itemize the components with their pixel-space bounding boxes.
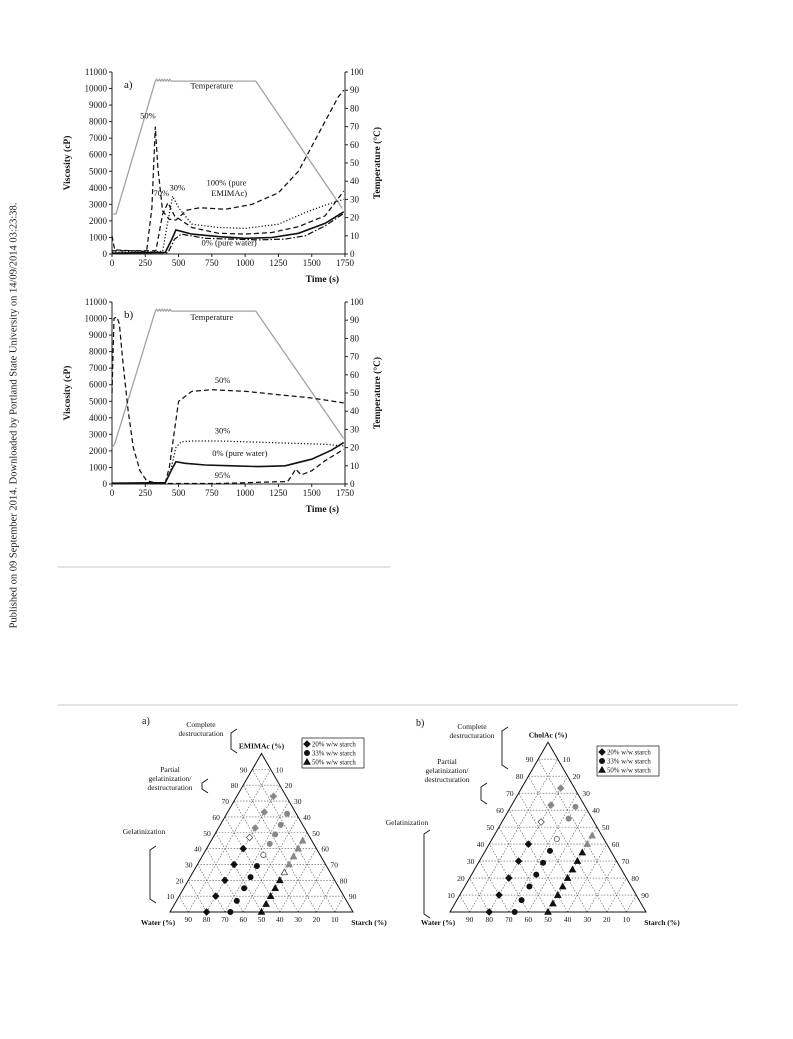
right-tick-label: 60 [611, 840, 620, 850]
data-point [286, 861, 292, 867]
y2-tick-label: 80 [350, 103, 359, 114]
x-tick-label: 1000 [236, 488, 255, 498]
y-tick-label: 3000 [89, 199, 107, 210]
data-point [519, 898, 524, 903]
legend-label: 20% w/w starch [607, 749, 651, 757]
region-label-complete: Complete [186, 720, 216, 729]
data-point [574, 858, 580, 864]
annotation-label: Temperature [190, 80, 234, 91]
annotation-label: 100% (pure [206, 177, 247, 188]
data-point [267, 841, 272, 846]
y2-tick-label: 30 [350, 424, 359, 435]
left-tick-label: 20 [175, 876, 184, 886]
data-point [272, 885, 278, 891]
bottom-tick-label: 20 [603, 915, 611, 924]
left-tick-label: 10 [447, 891, 455, 901]
data-point [589, 832, 595, 838]
bottom-tick-label: 20 [312, 915, 321, 924]
region-bracket [481, 783, 487, 804]
ternary-grid-line [479, 861, 508, 912]
right-tick-label: 90 [348, 892, 357, 902]
data-point [506, 875, 512, 881]
y2-tick-label: 20 [350, 442, 359, 453]
region-bracket [502, 727, 508, 769]
ternary-grid-line [587, 861, 616, 912]
data-point [569, 866, 575, 872]
data-point [527, 884, 532, 889]
left-tick-label: 50 [203, 828, 211, 838]
left-tick-label: 90 [525, 755, 534, 765]
region-label-complete: Complete [457, 722, 487, 731]
annotation-label: 0% (pure water) [201, 237, 257, 248]
region-label-partial: destructuration [147, 783, 193, 792]
right-tick-label: 90 [641, 891, 649, 901]
y-tick-label: 5000 [89, 396, 107, 407]
bottom-tick-label: 60 [524, 915, 533, 924]
y-axis-label: Viscosity (cP) [63, 135, 73, 191]
data-point [534, 872, 539, 877]
panel-label: b) [416, 718, 425, 729]
right-tick-label: 70 [621, 857, 630, 867]
data-point [554, 836, 559, 841]
left-tick-label: 10 [166, 892, 175, 902]
data-point [555, 892, 561, 898]
y-axis-label: Viscosity (cP) [63, 365, 73, 421]
right-tick-label: 70 [330, 860, 339, 870]
annotation-label: 30% [169, 182, 186, 193]
ternary-grid-line [225, 801, 289, 912]
data-point [252, 825, 258, 831]
legend-label: 50% w/w starch [607, 767, 651, 775]
x-tick-label: 1250 [269, 258, 288, 268]
right-tick-label: 30 [293, 797, 302, 807]
y-tick-label: 6000 [89, 149, 107, 160]
right-tick-label: 30 [582, 789, 590, 799]
right-tick-label: 20 [284, 781, 293, 791]
left-tick-label: 70 [506, 789, 514, 799]
right-tick-label: 50 [602, 823, 610, 833]
x-tick-label: 1750 [336, 258, 354, 268]
data-point [222, 877, 228, 883]
ternary-grid-line [519, 793, 588, 912]
bottom-tick-label: 40 [563, 915, 572, 924]
left-tick-label: 30 [466, 857, 475, 867]
x-tick-label: 500 [171, 488, 186, 498]
region-label-complete: destructuration [449, 731, 495, 740]
y-tick-label: 0 [102, 479, 107, 489]
left-tick-label: 30 [184, 860, 193, 870]
data-point [285, 811, 290, 816]
data-point [547, 848, 552, 853]
y-tick-label: 9000 [89, 330, 107, 341]
bottom-tick-label: 90 [184, 915, 193, 924]
right-tick-label: 40 [592, 806, 600, 816]
data-point [267, 893, 273, 899]
data-point [248, 875, 253, 880]
viscosity-chart-b [55, 290, 385, 522]
panel-label: b) [124, 309, 134, 321]
x-tick-label: 1750 [336, 488, 354, 498]
data-point [579, 849, 585, 855]
ternary-grid-line [234, 801, 298, 912]
x-tick-label: 0 [109, 258, 115, 268]
y-tick-label: 3000 [89, 429, 107, 440]
y-tick-label: 11000 [84, 297, 107, 307]
left-tick-label: 80 [230, 781, 239, 791]
x-tick-label: 1500 [302, 488, 321, 498]
left-axis-label: Water (%) [420, 918, 456, 927]
data-point [548, 802, 554, 808]
ternary-grid-line [509, 793, 578, 912]
x-tick-label: 0 [109, 488, 115, 498]
left-tick-label: 60 [212, 812, 220, 822]
y-tick-label: 10000 [84, 83, 107, 94]
data-point [512, 909, 517, 914]
top-axis-label: CholAc (%) [528, 730, 568, 740]
data-point [295, 845, 301, 851]
data-point [566, 816, 571, 821]
annotation-label: 50% [214, 375, 231, 386]
data-point [281, 869, 287, 875]
left-tick-label: 50 [486, 823, 494, 833]
y-tick-label: 7000 [89, 133, 107, 144]
ternary-grid-line [335, 896, 344, 912]
data-point [541, 860, 546, 865]
divider-middle [58, 704, 738, 706]
y-tick-label: 7000 [89, 363, 107, 374]
download-notice: Published on 09 September 2014. Downloaded by Portland State University on 14/09/2014 03:23:38. [8, 202, 20, 629]
data-point [299, 837, 305, 843]
data-point [558, 785, 564, 791]
region-label-partial: gelatinization/ [425, 766, 469, 775]
y2-tick-label: 60 [350, 139, 359, 150]
data-point [263, 901, 269, 907]
region-bracket [231, 729, 237, 753]
panel-label: a) [124, 79, 133, 91]
viscosity-chart-a [55, 60, 385, 292]
y-tick-label: 4000 [89, 412, 107, 423]
bottom-tick-label: 50 [544, 915, 552, 924]
y-tick-label: 2000 [89, 445, 107, 456]
y2-tick-label: 70 [350, 351, 359, 362]
data-point [240, 845, 246, 851]
bottom-tick-label: 30 [583, 915, 591, 924]
data-point [496, 892, 502, 898]
legend-marker [304, 750, 309, 755]
region-label-gelatinization: Gelatinization [122, 827, 166, 836]
annotation-label: 70% [153, 188, 170, 199]
x-tick-label: 500 [171, 258, 186, 268]
y-tick-label: 1000 [89, 232, 107, 243]
ternary-grid-line [626, 895, 636, 912]
annotation-label: EMIMAc) [211, 188, 248, 199]
x-tick-label: 1250 [269, 488, 288, 498]
left-tick-label: 60 [496, 806, 504, 816]
annotation-label: 30% [214, 425, 231, 436]
data-point [231, 861, 237, 867]
y-tick-label: 8000 [89, 116, 107, 127]
y2-tick-label: 100 [350, 297, 364, 307]
right-tick-label: 40 [303, 812, 311, 822]
y-tick-label: 1000 [89, 462, 107, 473]
y2-tick-label: 50 [350, 388, 359, 398]
y2-tick-label: 100 [350, 67, 364, 77]
ternary-grid-line [188, 769, 270, 912]
data-point [242, 886, 247, 891]
viscosity-series-line [112, 317, 344, 483]
x-axis-label: Time (s) [305, 505, 339, 515]
left-tick-label: 40 [194, 844, 202, 854]
y2-tick-label: 0 [350, 479, 355, 489]
left-tick-label: 80 [515, 772, 524, 782]
right-tick-label: 10 [275, 765, 284, 775]
legend-label: 33% w/w starch [607, 758, 651, 766]
y-tick-label: 11000 [84, 67, 107, 77]
bottom-tick-label: 80 [485, 915, 493, 924]
y-tick-label: 9000 [89, 100, 107, 111]
data-point [261, 809, 267, 815]
y2-tick-label: 90 [350, 85, 359, 96]
annotation-label: 0% (pure water) [212, 447, 268, 458]
region-bracket [424, 830, 430, 918]
bottom-tick-label: 80 [202, 915, 211, 924]
right-tick-label: 50 [312, 828, 320, 838]
data-point [246, 834, 252, 840]
right-tick-label: 60 [321, 844, 329, 854]
y2-tick-label: 40 [350, 406, 359, 417]
y-tick-label: 0 [102, 249, 107, 259]
y2-tick-label: 10 [350, 460, 359, 471]
x-tick-label: 750 [205, 488, 219, 498]
y2-tick-label: 20 [350, 212, 359, 223]
ternary-grid-line [197, 864, 224, 912]
data-point [213, 893, 219, 899]
data-point [270, 793, 276, 799]
x-tick-label: 750 [205, 258, 219, 268]
divider-top [58, 566, 390, 568]
x-tick-label: 250 [138, 488, 153, 498]
ternary-grid-line [470, 759, 558, 912]
y2-axis-label: Temperature (°C) [373, 126, 383, 200]
y-tick-label: 10000 [84, 313, 107, 324]
panel-label: a) [142, 716, 150, 727]
y2-tick-label: 90 [350, 315, 359, 326]
data-point [254, 863, 259, 868]
legend-label: 33% w/w starch [312, 750, 356, 758]
region-bracket [150, 846, 156, 903]
data-point [234, 898, 239, 903]
bottom-tick-label: 30 [294, 915, 302, 924]
legend-label: 50% w/w starch [312, 759, 356, 767]
data-point [228, 909, 233, 914]
legend-marker [599, 758, 604, 763]
right-tick-label: 20 [572, 772, 581, 782]
region-label-gelatinization: Gelatinization [385, 818, 429, 827]
y2-tick-label: 60 [350, 369, 359, 380]
y-tick-label: 5000 [89, 166, 107, 177]
ternary-grid-line [179, 896, 188, 912]
data-point [573, 804, 578, 809]
data-point [550, 900, 556, 906]
data-point [564, 875, 570, 881]
data-point [273, 832, 278, 837]
bottom-tick-label: 60 [239, 915, 247, 924]
ternary-diagram-a [122, 712, 390, 942]
data-point [560, 883, 566, 889]
y2-tick-label: 10 [350, 230, 359, 241]
legend-label: 20% w/w starch [312, 741, 356, 749]
data-point [261, 852, 266, 857]
y2-tick-label: 70 [350, 121, 359, 132]
bottom-tick-label: 70 [505, 915, 513, 924]
right-axis-label: Starch (%) [644, 918, 680, 927]
data-point [277, 877, 283, 883]
region-label-partial: gelatinization/ [148, 774, 192, 783]
annotation-label: Temperature [190, 312, 234, 323]
bottom-tick-label: 40 [276, 915, 284, 924]
ternary-diagram-b [384, 712, 680, 942]
x-tick-label: 250 [138, 258, 153, 268]
data-point [525, 841, 531, 847]
data-point [584, 841, 590, 847]
bottom-tick-label: 90 [465, 915, 474, 924]
ternary-grid-line [460, 895, 470, 912]
annotation-label: 50% [140, 110, 156, 121]
x-axis-label: Time (s) [305, 275, 339, 285]
y2-tick-label: 50 [350, 158, 359, 168]
left-tick-label: 40 [476, 840, 485, 850]
right-axis-label: Starch (%) [351, 918, 387, 927]
right-tick-label: 80 [339, 876, 348, 886]
y-tick-label: 4000 [89, 182, 107, 193]
y2-tick-label: 30 [350, 194, 359, 205]
annotation-label: 95% [214, 470, 231, 481]
right-tick-label: 10 [562, 755, 571, 765]
left-tick-label: 70 [221, 797, 230, 807]
region-label-complete: destructuration [178, 729, 224, 738]
y-tick-label: 8000 [89, 346, 107, 357]
y2-tick-label: 80 [350, 333, 359, 344]
ternary-grid-line [298, 864, 325, 912]
y2-tick-label: 40 [350, 176, 359, 187]
bottom-tick-label: 70 [221, 915, 229, 924]
region-label-partial: Partial [437, 757, 457, 766]
right-tick-label: 80 [631, 874, 639, 884]
bottom-tick-label: 10 [330, 915, 339, 924]
bottom-tick-label: 50 [257, 915, 266, 924]
data-point [290, 853, 296, 859]
data-point [515, 858, 521, 864]
y2-axis-label: Temperature (°C) [373, 356, 383, 430]
bottom-tick-label: 10 [622, 915, 631, 924]
region-label-partial: destructuration [424, 775, 470, 784]
left-axis-label: Water (%) [140, 918, 176, 927]
ternary-grid-line [252, 769, 334, 912]
left-tick-label: 20 [457, 874, 465, 884]
region-bracket [202, 779, 208, 793]
data-point [538, 819, 544, 825]
top-axis-label: EMIMAc (%) [238, 741, 285, 751]
y-tick-label: 2000 [89, 215, 107, 226]
left-tick-label: 90 [239, 765, 248, 775]
x-tick-label: 1000 [236, 258, 255, 268]
data-point [278, 822, 283, 827]
x-tick-label: 1500 [302, 258, 321, 268]
y-tick-label: 6000 [89, 379, 107, 390]
region-label-partial: Partial [160, 765, 180, 774]
ternary-grid-line [538, 759, 626, 912]
y2-tick-label: 0 [350, 249, 355, 259]
